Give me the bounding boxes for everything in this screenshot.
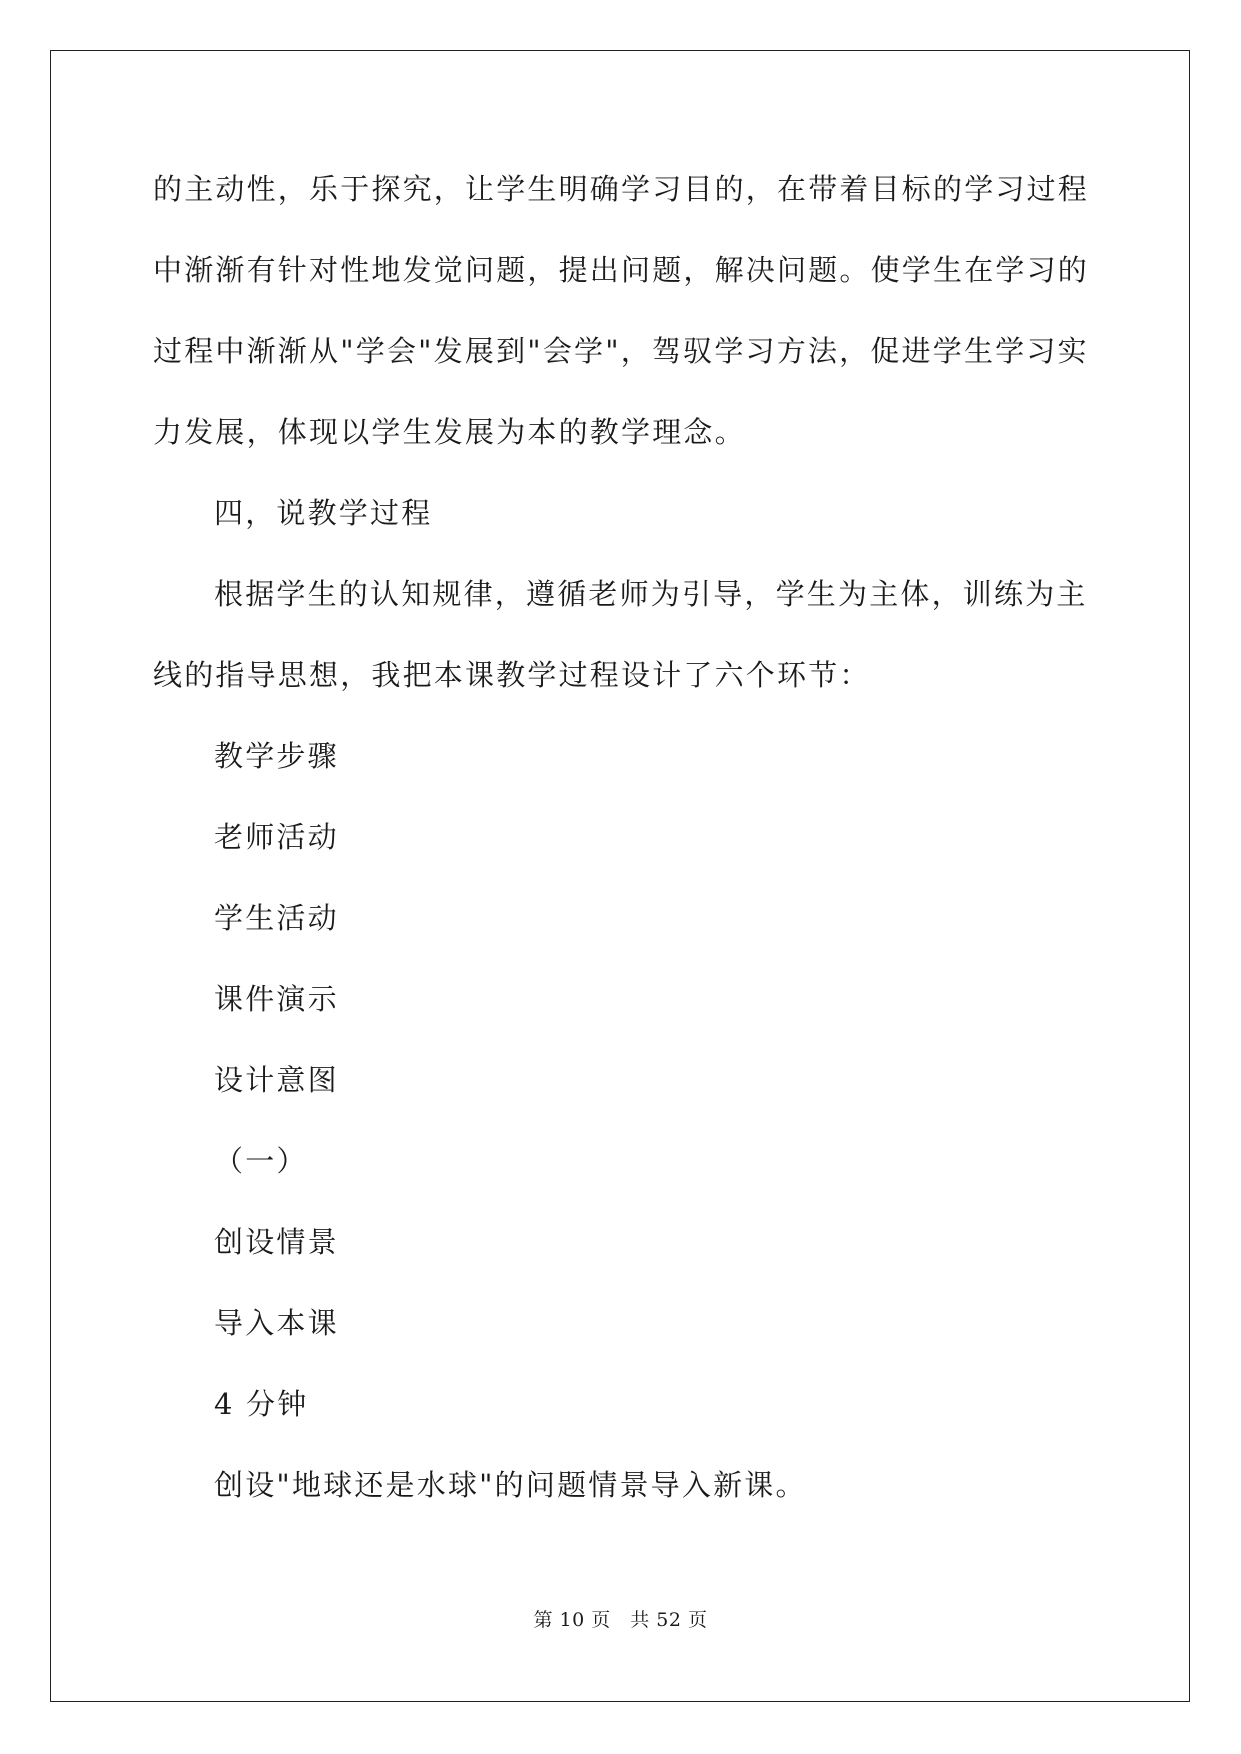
body-line-7: 线的指导思想，我把本课教学过程设计了六个环节： bbox=[153, 658, 871, 692]
page-border bbox=[50, 50, 1190, 1702]
item-duration: 4 分钟 bbox=[214, 1387, 309, 1421]
body-line-1: 的主动性，乐于探究，让学生明确学习目的，在带着目标的学习过程 bbox=[153, 172, 1090, 206]
body-line-6: 根据学生的认知规律，遵循老师为引导，学生为主体，训练为主 bbox=[214, 577, 1088, 611]
item-number-one: （一） bbox=[214, 1144, 308, 1178]
page-number-footer: 第 10 页 共 52 页 bbox=[533, 1609, 708, 1631]
body-line-2: 中渐渐有针对性地发觉问题，提出问题，解决问题。使学生在学习的 bbox=[153, 253, 1090, 287]
item-create-scenario: 创设情景 bbox=[214, 1225, 339, 1259]
item-scenario-description: 创设"地球还是水球"的问题情景导入新课。 bbox=[214, 1468, 807, 1502]
item-courseware-demo: 课件演示 bbox=[214, 982, 339, 1016]
body-line-4: 力发展，体现以学生发展为本的教学理念。 bbox=[153, 415, 746, 449]
section-heading: 四，说教学过程 bbox=[214, 496, 433, 530]
item-teacher-activity: 老师活动 bbox=[214, 820, 339, 854]
item-student-activity: 学生活动 bbox=[214, 901, 339, 935]
body-line-3: 过程中渐渐从"学会"发展到"会学"，驾驭学习方法，促进学生学习实 bbox=[153, 334, 1089, 368]
item-design-intent: 设计意图 bbox=[214, 1063, 339, 1097]
item-teaching-steps: 教学步骤 bbox=[214, 739, 339, 773]
item-introduce-lesson: 导入本课 bbox=[214, 1306, 339, 1340]
